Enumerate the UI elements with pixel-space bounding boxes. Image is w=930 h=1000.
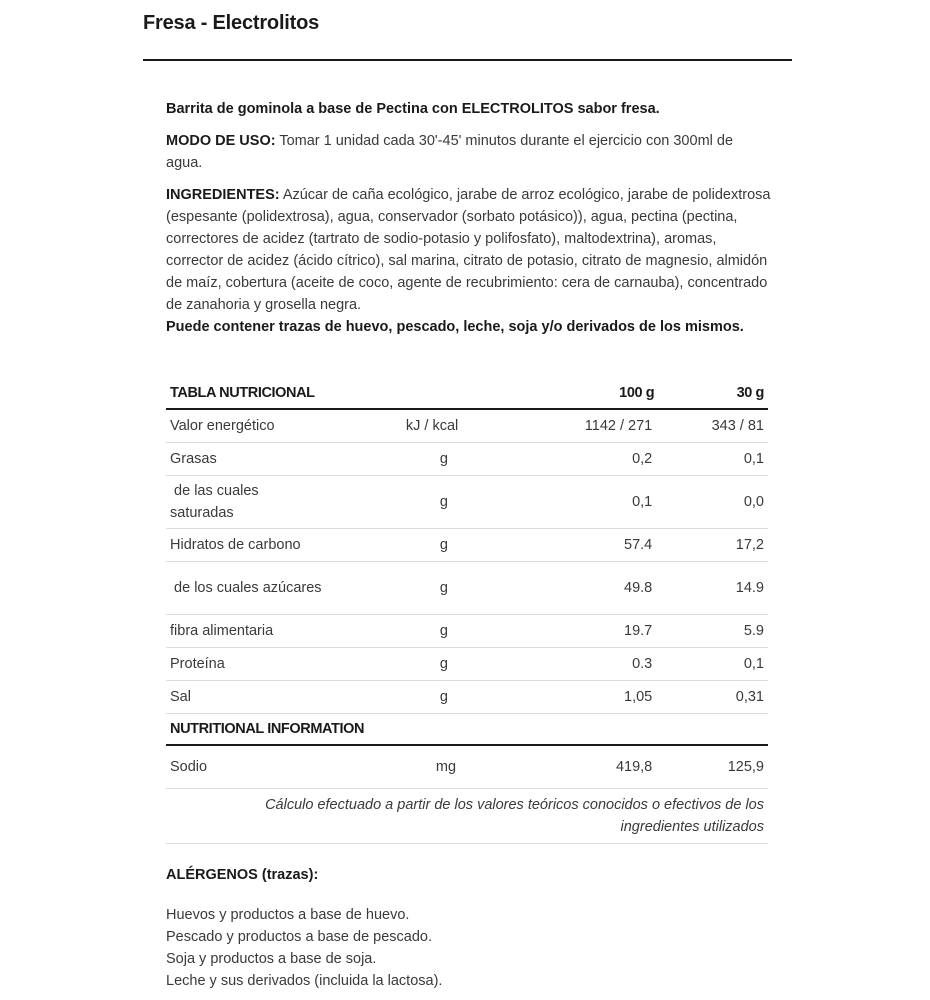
table-row bbox=[166, 409, 768, 443]
nutrient-unit: kJ / kcal bbox=[402, 409, 547, 443]
nutrient-unit: g bbox=[402, 681, 547, 714]
value-100g: 1142 / 271 bbox=[547, 409, 659, 443]
usage-label: MODO DE USO: bbox=[166, 133, 276, 149]
value-30g: 0,31 bbox=[658, 681, 768, 714]
value-100g: 57.4 bbox=[547, 529, 659, 562]
table-row bbox=[166, 476, 768, 529]
list-item: Pescado y productos a base de pescado. bbox=[166, 929, 433, 945]
value-30g: 0,1 bbox=[658, 443, 768, 476]
value-30g: 5.9 bbox=[658, 615, 768, 648]
ingredients-paragraph bbox=[166, 184, 771, 316]
table-row bbox=[166, 648, 768, 681]
nutrient-name: fibra alimentaria bbox=[166, 615, 402, 648]
product-description bbox=[166, 98, 771, 348]
usage-text: Tomar 1 unidad cada 30'-45' minutos durante el ejercicio con 300ml de agua. bbox=[166, 133, 734, 171]
table-row bbox=[166, 443, 768, 476]
value-100g: 419,8 bbox=[547, 745, 659, 789]
value-30g: 343 / 81 bbox=[658, 409, 768, 443]
value-30g: 0,1 bbox=[658, 648, 768, 681]
nutrient-name: de las cuales saturadas bbox=[166, 476, 402, 529]
calculation-footnote: Cálculo efectuado a partir de los valores teóricos conocidos o efectivos de los ingredientes utilizados bbox=[166, 789, 768, 844]
allergens-section bbox=[166, 864, 766, 992]
list-item: Soja y productos a base de soja. bbox=[166, 951, 377, 967]
allergens-title: ALÉRGENOS (trazas): bbox=[166, 867, 319, 883]
table-row bbox=[166, 615, 768, 648]
value-30g: 125,9 bbox=[658, 745, 768, 789]
nutrient-name: Hidratos de carbono bbox=[166, 529, 402, 562]
list-item: Leche y sus derivados (incluida la lactosa). bbox=[166, 973, 443, 989]
nutrient-unit: g bbox=[402, 476, 547, 529]
allergens-list bbox=[166, 904, 766, 992]
value-100g: 0,2 bbox=[547, 443, 659, 476]
value-100g: 0.3 bbox=[547, 648, 659, 681]
value-30g: 14.9 bbox=[658, 562, 768, 615]
nutrient-unit: mg bbox=[402, 745, 547, 789]
table-title: TABLA NUTRICIONAL bbox=[166, 378, 547, 409]
nutrient-unit: g bbox=[402, 615, 547, 648]
nutrient-name: Grasas bbox=[166, 443, 402, 476]
usage-paragraph bbox=[166, 130, 771, 174]
nutrient-name: Proteína bbox=[166, 648, 402, 681]
value-100g: 19.7 bbox=[547, 615, 659, 648]
table-row bbox=[166, 562, 768, 615]
value-30g: 0,0 bbox=[658, 476, 768, 529]
section-header-row bbox=[166, 714, 768, 746]
product-lead: Barrita de gominola a base de Pectina con ELECTROLITOS sabor fresa. bbox=[166, 101, 660, 117]
title-divider bbox=[143, 59, 792, 61]
ingredients-text: Azúcar de caña ecológico, jarabe de arroz ecológico, jarabe de polidextrosa (espesante (polidextrosa), agua, conservador (sorbato potásico)), agua, pectina (pectina, correctores de acidez (tartrato de sodio-potasio y polifosfato), maltodextrina), aromas, corrector de acidez (ácido cítrico), sal marina, citrato de potasio, citrato de magnesio, almidón de maíz, cobertura (aceite de coco, agente de recubrimiento: cera de carnauba), concentrado de zanahoria y grosella negra. bbox=[166, 187, 771, 313]
column-header-100g: 100 g bbox=[547, 378, 659, 409]
value-30g: 17,2 bbox=[658, 529, 768, 562]
list-item: Huevos y productos a base de huevo. bbox=[166, 907, 410, 923]
value-100g: 49.8 bbox=[547, 562, 659, 615]
table-header-row bbox=[166, 378, 768, 409]
footnote-row bbox=[166, 789, 768, 844]
table-row bbox=[166, 529, 768, 562]
value-100g: 1,05 bbox=[547, 681, 659, 714]
nutrient-name: Sodio bbox=[166, 745, 402, 789]
nutrient-unit: g bbox=[402, 443, 547, 476]
ingredients-label: INGREDIENTES: bbox=[166, 187, 280, 203]
product-title: Fresa - Electrolitos bbox=[143, 12, 320, 34]
table-row bbox=[166, 745, 768, 789]
nutrient-name: Sal bbox=[166, 681, 402, 714]
column-header-30g: 30 g bbox=[658, 378, 768, 409]
nutrition-table bbox=[166, 378, 768, 844]
value-100g: 0,1 bbox=[547, 476, 659, 529]
traces-warning: Puede contener trazas de huevo, pescado, leche, soja y/o derivados de los mismos. bbox=[166, 319, 744, 335]
nutrient-unit: g bbox=[402, 529, 547, 562]
section-title: NUTRITIONAL INFORMATION bbox=[166, 714, 768, 746]
table-row bbox=[166, 681, 768, 714]
nutrient-unit: g bbox=[402, 648, 547, 681]
nutrient-unit: g bbox=[402, 562, 547, 615]
nutrient-name: de los cuales azúcares bbox=[166, 562, 402, 615]
nutrient-name: Valor energético bbox=[166, 409, 402, 443]
